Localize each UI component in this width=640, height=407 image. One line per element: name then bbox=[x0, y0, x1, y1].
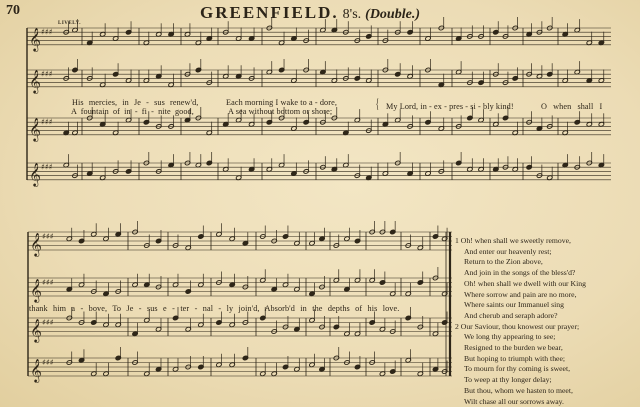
verse-line: 2 Our Saviour, thou knowest our prayer; bbox=[455, 321, 580, 331]
verse-line: 1 Oh! when shall we sweetly remove, bbox=[455, 236, 571, 245]
lyric-line-1a: His mercies, in Je - sus renew'd, bbox=[72, 98, 199, 107]
sharp-icon: ♯♯♯ bbox=[42, 317, 54, 327]
sharp-icon: ♯♯♯ bbox=[42, 357, 54, 367]
clef-icon: 𝄞 bbox=[29, 116, 41, 141]
verse-line: Resigned to the burden we bear, bbox=[464, 343, 563, 353]
verse-line: And cherub and seraph adore? bbox=[464, 310, 558, 320]
verse-line: Oh! when shall we dwell with our King bbox=[464, 278, 586, 288]
double-marking: (Double.) bbox=[365, 7, 420, 22]
sharp-icon: ♯♯♯ bbox=[41, 162, 53, 172]
lyric-line-1c: My Lord, in - ex - pres - si - bly kind! bbox=[386, 102, 514, 111]
verse-line: But thou, whom we hasten to meet, bbox=[464, 385, 573, 395]
sharp-icon: ♯♯♯ bbox=[41, 69, 53, 79]
tempo-marking: LIVELY. bbox=[58, 21, 82, 26]
lyric-line-2a: A fountain of in - fi - nite good, bbox=[71, 107, 194, 116]
sharp-icon: ♯♯♯ bbox=[42, 231, 54, 241]
sharp-icon: ♯♯♯ bbox=[41, 27, 53, 37]
sharp-icon: ♯♯♯ bbox=[42, 277, 54, 287]
lyric-line-1b: Each morning I wake to a - dore, bbox=[226, 98, 337, 107]
lyric-brace: { bbox=[375, 97, 380, 112]
clef-icon: 𝄞 bbox=[29, 68, 41, 93]
verses-block bbox=[455, 236, 635, 407]
sharp-icon: ♯♯♯ bbox=[41, 117, 53, 127]
verse-line: We long thy appearing to see; bbox=[464, 332, 556, 342]
page-number: 70 bbox=[6, 3, 20, 18]
title-text: GREENFIELD. bbox=[200, 3, 339, 22]
verse-line: And enter our heavenly rest; bbox=[464, 246, 552, 256]
verse-line: To mourn for thy coming is sweet, bbox=[464, 364, 571, 374]
clef-icon: 𝄞 bbox=[30, 358, 42, 382]
verse-line: Return to the Zion above, bbox=[464, 257, 543, 267]
verse-line: And join in the songs of the bless'd? bbox=[464, 268, 576, 278]
clef-icon: 𝄞 bbox=[30, 318, 42, 342]
meter: 8's. bbox=[342, 7, 362, 22]
lyric-line-3: thank him a - bove, To Je - sus e - ter - nal - ly join'd, Absorb'd in the depths of his love. bbox=[29, 304, 400, 313]
lyric-line-2b: A sea without bottom or shore; bbox=[228, 107, 333, 116]
clef-icon: 𝄞 bbox=[29, 26, 41, 51]
clef-icon: 𝄞 bbox=[30, 278, 42, 302]
clef-icon: 𝄞 bbox=[30, 232, 42, 256]
verse-line: But hoping to triumph with thee; bbox=[464, 353, 565, 363]
verse-line: Where saints our Immanuel sing bbox=[464, 300, 564, 310]
verse-line: Wilt chase all our sorrows away. bbox=[464, 396, 564, 406]
lyric-line-1d: O when shall I bbox=[541, 102, 603, 111]
clef-icon: 𝄞 bbox=[29, 161, 41, 186]
verse-line: To weep at thy longer delay; bbox=[464, 375, 552, 385]
verse-line: Where sorrow and pain are no more, bbox=[464, 289, 577, 299]
